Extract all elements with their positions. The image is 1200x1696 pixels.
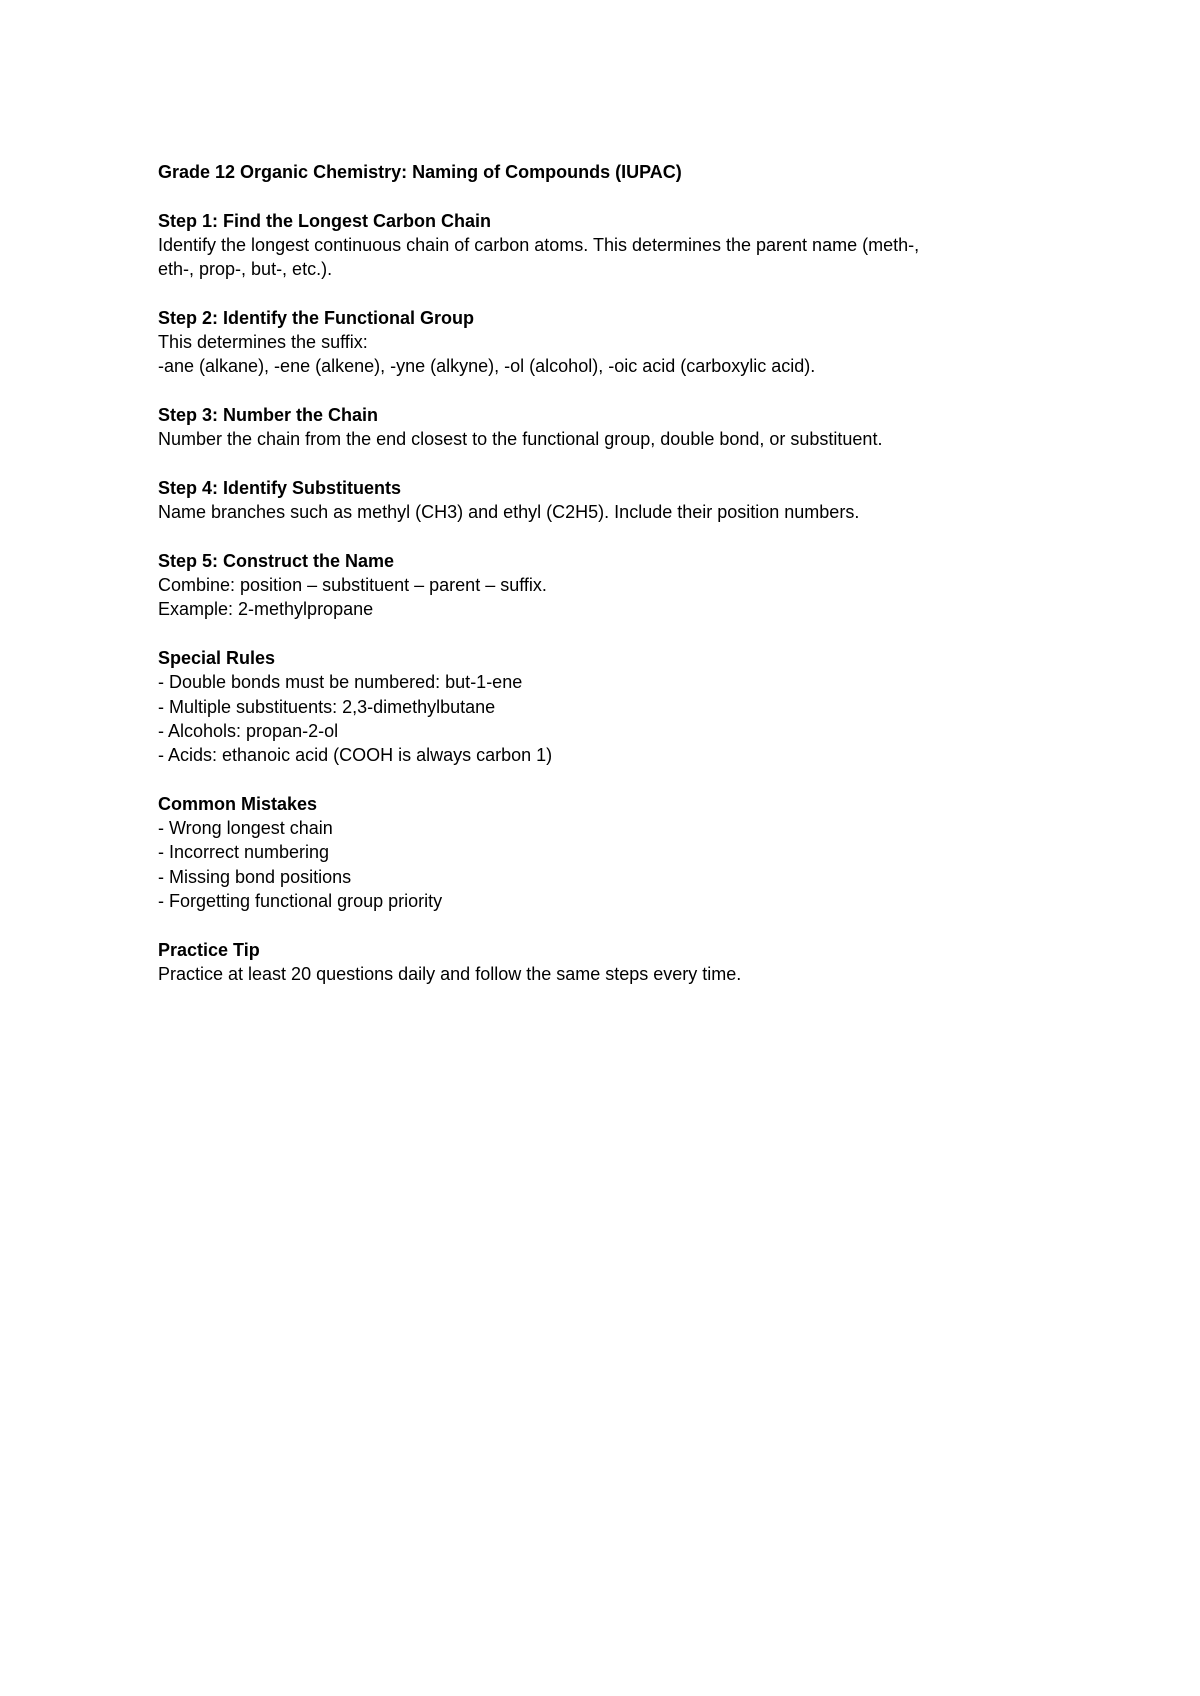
section-line: This determines the suffix: bbox=[158, 332, 368, 353]
section-heading: Practice Tip bbox=[158, 939, 260, 960]
section-step-2 bbox=[158, 306, 1058, 379]
section-step-5 bbox=[158, 549, 1058, 622]
section-line: - Double bonds must be numbered: but-1-ene bbox=[158, 672, 523, 693]
section-special-rules bbox=[158, 646, 1058, 767]
section-heading: Step 2: Identify the Functional Group bbox=[158, 307, 475, 328]
section-heading: Step 4: Identify Substituents bbox=[158, 477, 402, 498]
section-common-mistakes bbox=[158, 792, 1058, 913]
section-line: Example: 2-methylpropane bbox=[158, 599, 374, 620]
section-heading: Step 1: Find the Longest Carbon Chain bbox=[158, 210, 491, 231]
section-line: Combine: position – substituent – parent – suffix. bbox=[158, 575, 547, 596]
section-line: Identify the longest continuous chain of carbon atoms. This determines the parent name (meth-, bbox=[158, 234, 920, 255]
section-line: - Forgetting functional group priority bbox=[158, 890, 443, 911]
section-line: Number the chain from the end closest to the functional group, double bond, or substituent. bbox=[158, 429, 883, 450]
section-line: - Wrong longest chain bbox=[158, 818, 333, 839]
section-line: eth-, prop-, but-, etc.). bbox=[158, 259, 333, 280]
section-heading: Step 5: Construct the Name bbox=[158, 550, 395, 571]
section-line: - Multiple substituents: 2,3-dimethylbutane bbox=[158, 696, 496, 717]
section-line: Name branches such as methyl (CH3) and ethyl (C2H5). Include their position numbers. bbox=[158, 502, 860, 523]
section-step-1 bbox=[158, 209, 1058, 282]
section-heading: Special Rules bbox=[158, 647, 276, 668]
section-practice-tip bbox=[158, 938, 1058, 987]
section-line: - Alcohols: propan-2-ol bbox=[158, 720, 339, 741]
document-body bbox=[158, 160, 1058, 1010]
section-line: - Incorrect numbering bbox=[158, 842, 330, 863]
section-heading: Step 3: Number the Chain bbox=[158, 404, 379, 425]
section-line: -ane (alkane), -ene (alkene), -yne (alkyne), -ol (alcohol), -oic acid (carboxylic acid). bbox=[158, 356, 816, 377]
section-step-3 bbox=[158, 403, 1058, 452]
document-title: Grade 12 Organic Chemistry: Naming of Compounds (IUPAC) bbox=[158, 162, 682, 182]
section-heading: Common Mistakes bbox=[158, 793, 318, 814]
section-line: - Acids: ethanoic acid (COOH is always carbon 1) bbox=[158, 745, 553, 766]
section-line: Practice at least 20 questions daily and follow the same steps every time. bbox=[158, 963, 742, 984]
section-step-4 bbox=[158, 476, 1058, 525]
section-line: - Missing bond positions bbox=[158, 866, 352, 887]
